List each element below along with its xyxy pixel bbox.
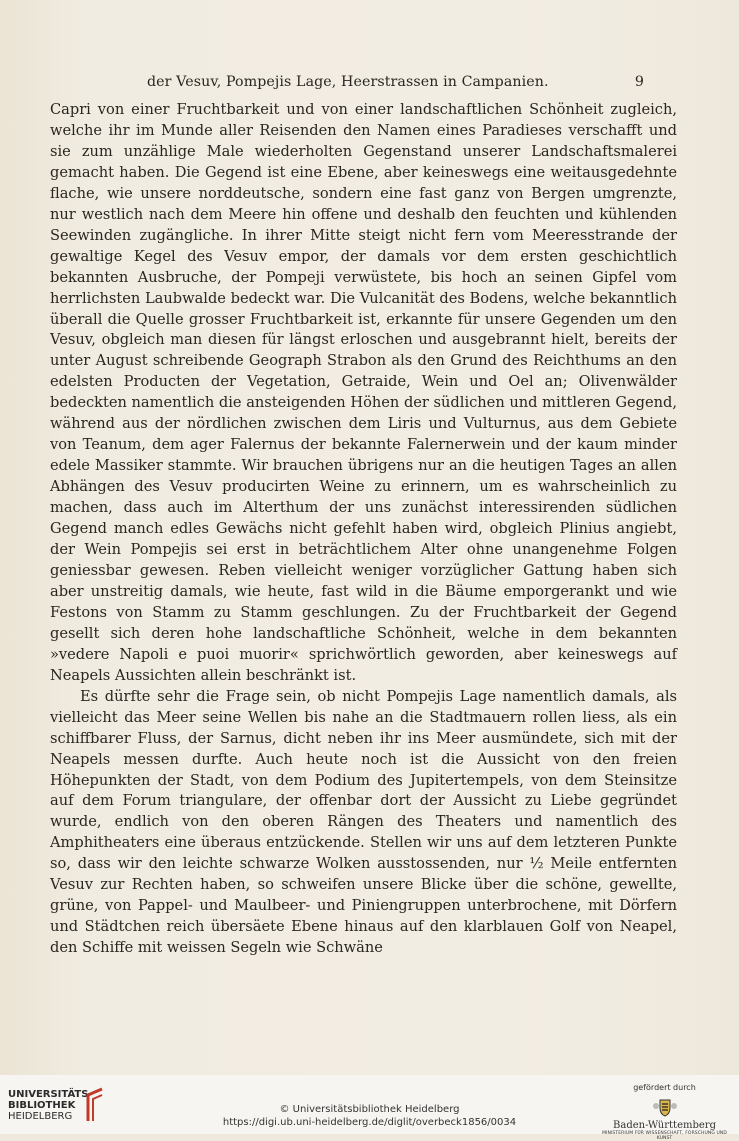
page-number: 9 [634, 74, 644, 90]
paragraph-1: Capri von einer Fruchtbarkeit und von einer landschaftlichen Schönheit zugleich, welche ihr im Munde aller Reisenden den Namen eines Paradieses verschafft und sie zum unzählige Male wiederholten Gegenstand unserer Landschaftsmalerei gemacht haben. Die Gegend ist eine Ebene, aber keineswegs eine weitausgedehnte flache, wie unsere norddeutsche, sondern eine fast ganz von Bergen umgrenzte, nur westlich nach dem Meere hin offene und deshalb den feuchten und kühlenden Seewinden zugängliche. In ihrer Mitte steigt nicht fern vom Meeresstrande der gewaltige Kegel des Vesuv empor, der damals vor dem ersten geschichtlich bekannten Ausbruche, der Pompeji verwüstete, bis hoch an seinen Gipfel vom herrlichsten Laubwalde bedeckt war. Die Vulcanität des Bodens, welche bekanntlich überall die Quelle grosser Fruchtbarkeit ist, erkannte für unsere Gegenden um den Vesuv, obgleich man diesen für längst erloschen und ausgebrannt hielt, bereits der unter August schreibende Geograph Strabon als den Grund des Reichthums an den edelsten Producten der Vegetation, Getraide, Wein und Oel an; Olivenwälder bedeckten namentlich die ansteigenden Höhen der südlichen und mittleren Gegend, während aus der nördlichen zwischen dem Liris und Vulturnus, aus dem Gebiete von Teanum, dem ager Falernus der bekannte Falernerwein und der kaum minder edele Massiker stammte. Wir brauchen übrigens nur an die heutigen Tages an allen Abhängen des Vesuv producirten Weine zu erinnern, um es wahrscheinlich zu machen, dass auch im Alterthum der uns zunächst interessirenden südlichen Gegend manch edles Gewächs nicht gefehlt haben wird, obgleich Plinius angiebt, der Wein Pompejis sei erst in beträchtlichem Alter ohne unangenehme Folgen geniessbar gewesen. Reben vielleicht weniger vorzüglicher Gattung haben sich aber unstreitig damals, wie heute, fast wild in die Bäume emporgerankt und wie Festons von Stamm zu Stamm geschlungen. Zu der Fruchtbarkeit der Gegend gesellt sich deren hohe landschaftliche Schönheit, welche in dem bekannten »vedere Napoli e puoi muorir« sprichwörtlich geworden, aber keineswegs auf Neapels Aussichten allein beschränkt ist. [50, 101, 677, 684]
library-name-line1: UNIVERSITÄTS- [8, 1089, 93, 1100]
footer-bar [0, 1075, 739, 1141]
coat-of-arms-icon [652, 1096, 678, 1118]
permalink-url[interactable]: https://digi.ub.uni-heidelberg.de/diglit/overbeck1856/0034 [222, 1117, 517, 1128]
library-name-line2: BIBLIOTHEK [8, 1100, 76, 1111]
sponsor-name: Baden-Württemberg [613, 1120, 716, 1131]
running-head-title: der Vesuv, Pompejis Lage, Heerstrassen in Campanien. [147, 74, 549, 90]
funded-by-label: gefördert durch [633, 1083, 696, 1092]
body-text [50, 100, 677, 959]
paragraph-2: Es dürfte sehr die Frage sein, ob nicht Pompejis Lage namentlich damals, als vielleicht das Meer seine Wellen bis nahe an die Stadtmauern rollen liess, als ein schiffbarer Fluss, der Sarnus, dicht neben ihr ins Meer ausmündete, sich mit der Neapels messen durfte. Auch heute noch ist die Aussicht von den freien Höhepunkten der Stadt, von dem Podium des Jupitertempels, von dem Steinsitze auf dem Forum triangulare, der offenbar dort der Aussicht zu Liebe gegründet wurde, endlich von den oberen Rängen des Theaters und namentlich des Amphitheaters eine überaus entzückende. Stellen wir uns auf dem letzteren Punkte so, dass wir den leichte schwarze Wolken ausstossenden, nur ½ Meile entfernten Vesuv zur Rechten haben, so schweifen unsere Blicke über die schöne, gewellte, grüne, von Pappel- und Maulbeer- und Piniengruppen unterbrochene, mit Dörfern und Städtchen reich übersäete Ebene hinaus auf den klarblauen Golf von Neapel, den Schiffe mit weissen Segeln wie Schwäne [50, 687, 677, 957]
library-name-line3: HEIDELBERG [8, 1111, 73, 1122]
copyright-notice: © Universitätsbibliothek Heidelberg [279, 1104, 460, 1115]
funding-logo[interactable] [602, 1083, 727, 1141]
sponsor-ministry: MINISTERIUM FÜR WISSENSCHAFT, FORSCHUNG UND KUNST [602, 1131, 727, 1141]
